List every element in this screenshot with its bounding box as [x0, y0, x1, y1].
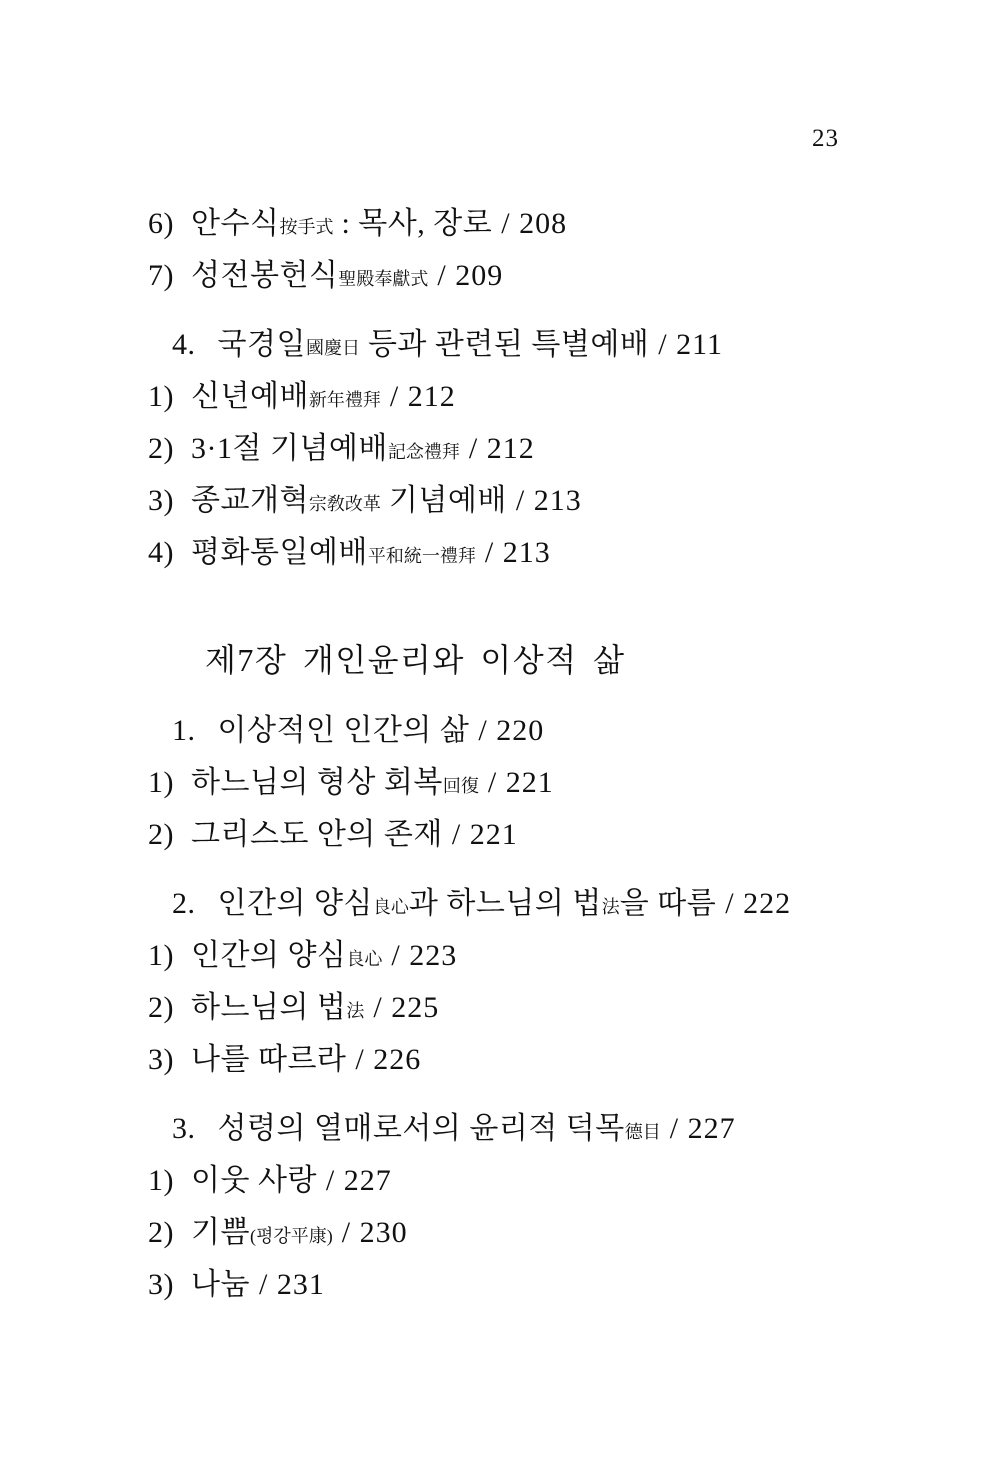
toc-section-header [172, 711, 945, 751]
title-text: 하느님의 형상 회복 [191, 766, 443, 799]
title-text: 기쁨 [191, 1216, 250, 1249]
item-marker: 2) [148, 818, 174, 851]
title-text: 국경일 [217, 328, 306, 361]
hanja-annotation: 新年禮拜 [308, 390, 381, 410]
page-ref: 221 [469, 818, 518, 851]
toc-entry [148, 1040, 945, 1080]
toc-entry [148, 1213, 945, 1253]
page-separator: / [515, 484, 525, 517]
item-marker: 1) [148, 939, 174, 972]
title-text: 과 하느님의 법 [408, 887, 602, 920]
title-text: 3·1절 기념예배 [191, 432, 388, 465]
toc-entry [148, 815, 945, 855]
page-ref: 213 [502, 536, 551, 569]
title-text: 이상적인 인간의 삶 [217, 714, 470, 747]
page-separator: / [478, 714, 488, 747]
title-text: 을 따름 [619, 887, 717, 920]
toc-section-header [172, 1109, 945, 1149]
page-ref: 226 [373, 1043, 422, 1076]
item-marker: 7) [148, 259, 174, 292]
title-text: 나를 따르라 [191, 1043, 347, 1076]
page-separator: / [468, 432, 478, 465]
hanja-annotation: 平和統一禮拜 [367, 546, 476, 566]
page-ref: 231 [276, 1268, 325, 1301]
item-marker: 2. [172, 887, 196, 920]
hanja-annotation: 法 [346, 1001, 365, 1021]
page-ref: 222 [743, 887, 792, 920]
item-marker: 1) [148, 380, 174, 413]
hanja-annotation: 國慶日 [305, 338, 360, 358]
toc-entry [148, 763, 945, 803]
page-ref: 209 [455, 259, 504, 292]
item-marker: 3) [148, 484, 174, 517]
title-text: 제7장 개인윤리와 이상적 삶 [205, 642, 626, 678]
title-text: 그리스도 안의 존재 [191, 818, 443, 851]
hanja-annotation: 德目 [624, 1122, 661, 1142]
title-text: 신년예배 [191, 380, 309, 413]
title-text: 기념예배 [380, 484, 507, 517]
page-ref: 227 [343, 1164, 392, 1197]
page-ref: 230 [359, 1216, 408, 1249]
page-separator: / [484, 536, 494, 569]
toc-section-header [172, 884, 945, 924]
page-ref: 227 [687, 1112, 736, 1145]
item-marker: 2) [148, 1216, 174, 1249]
item-marker: 2) [148, 432, 174, 465]
toc-section-header [172, 325, 945, 365]
title-text: 안수식 [191, 207, 280, 240]
item-marker: 3) [148, 1268, 174, 1301]
page-ref: 212 [486, 432, 535, 465]
page-separator: / [389, 380, 399, 413]
hanja-annotation: 法 [601, 897, 620, 917]
hanja-annotation: 記念禮拜 [387, 442, 460, 462]
page-separator: / [669, 1112, 679, 1145]
page-separator: / [487, 766, 497, 799]
title-text: 종교개혁 [191, 484, 309, 517]
title-text: 나눔 [191, 1268, 250, 1301]
page-separator: / [325, 1164, 335, 1197]
item-marker: 4) [148, 536, 174, 569]
hanja-annotation: 宗敎改革 [308, 494, 381, 514]
item-marker: 4. [172, 328, 196, 361]
toc-entry [148, 429, 945, 469]
item-marker: 3) [148, 1043, 174, 1076]
item-marker: 2) [148, 991, 174, 1024]
toc-entry [148, 1161, 945, 1201]
toc-entry [148, 533, 945, 573]
hanja-annotation: 良心 [346, 949, 383, 969]
title-text: 인간의 양심 [191, 939, 347, 972]
title-text: 등과 관련된 특별예배 [359, 328, 650, 361]
page-separator: / [658, 328, 668, 361]
page-ref: 212 [407, 380, 456, 413]
page-separator: / [373, 991, 383, 1024]
page-ref: 223 [409, 939, 458, 972]
toc-entry [148, 256, 945, 296]
page-separator: / [451, 818, 461, 851]
page-separator: / [341, 1216, 351, 1249]
page-separator: / [355, 1043, 365, 1076]
page-separator: / [501, 207, 511, 240]
page-ref: 213 [533, 484, 582, 517]
toc-entry [148, 481, 945, 521]
item-marker: 1) [148, 766, 174, 799]
page-separator: / [258, 1268, 268, 1301]
title-text: 성령의 열매로서의 윤리적 덕목 [217, 1112, 625, 1145]
hanja-annotation: 按手式 [279, 217, 334, 237]
title-text: : 목사, 장로 [333, 207, 493, 240]
hanja-annotation: (평강平康) [249, 1226, 333, 1246]
item-marker: 1. [172, 714, 196, 747]
item-marker: 3. [172, 1112, 196, 1145]
title-text: 이웃 사랑 [191, 1164, 317, 1197]
page-separator: / [725, 887, 735, 920]
title-text: 하느님의 법 [191, 991, 347, 1024]
hanja-annotation: 回復 [442, 776, 479, 796]
page-ref: 225 [391, 991, 440, 1024]
page-separator: / [391, 939, 401, 972]
page-ref: 220 [496, 714, 545, 747]
hanja-annotation: 聖殿奉獻式 [338, 269, 429, 289]
page-number: 23 [812, 125, 839, 152]
page-separator: / [437, 259, 447, 292]
page-ref: 211 [676, 328, 724, 361]
hanja-annotation: 良心 [372, 897, 409, 917]
page-ref: 221 [505, 766, 554, 799]
toc-entry [148, 988, 945, 1028]
title-text: 성전봉헌식 [191, 259, 339, 292]
page-ref: 208 [519, 207, 568, 240]
item-marker: 1) [148, 1164, 174, 1197]
chapter-heading [205, 638, 945, 682]
toc-entry [148, 936, 945, 976]
toc-entry [148, 377, 945, 417]
item-marker: 6) [148, 207, 174, 240]
toc-entry [148, 204, 945, 244]
title-text: 평화통일예배 [191, 536, 368, 569]
toc-entry [148, 1265, 945, 1305]
title-text: 인간의 양심 [217, 887, 373, 920]
